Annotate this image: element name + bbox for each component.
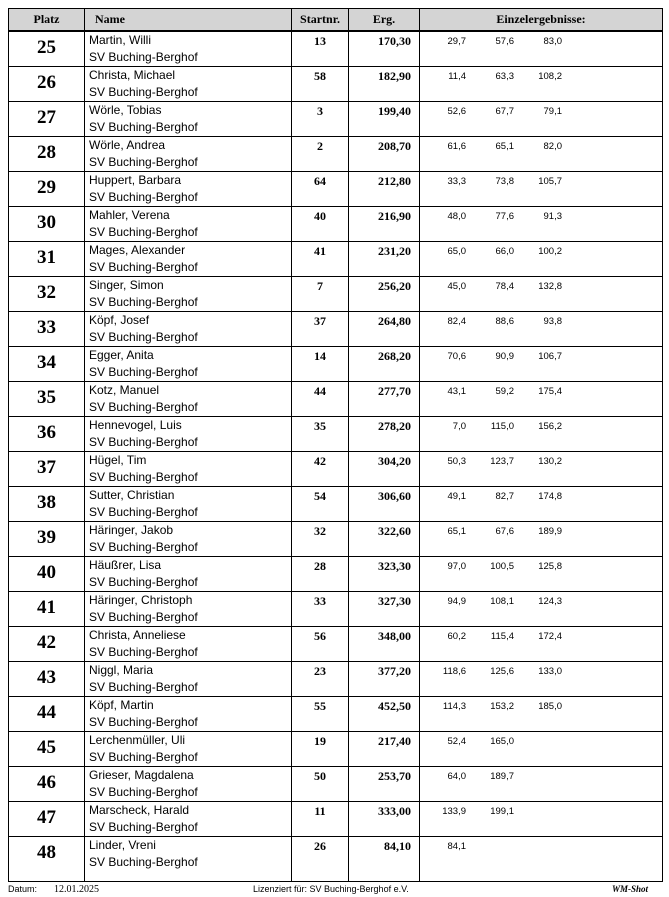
athlete-name: Marscheck, Harald: [89, 803, 190, 817]
single-result: 7,0: [452, 421, 466, 432]
club-name: SV Buching-Berghof: [89, 470, 198, 484]
single-result: 185,0: [538, 701, 562, 712]
place-cell: 36: [9, 417, 85, 452]
place-cell: 31: [9, 242, 85, 277]
single-result: 33,3: [447, 176, 466, 187]
club-name: SV Buching-Berghof: [89, 680, 198, 694]
single-result: 165,0: [490, 736, 514, 747]
table-row: [9, 452, 663, 487]
single-result: 115,4: [490, 631, 514, 642]
club-name: SV Buching-Berghof: [89, 505, 198, 519]
results-body: [9, 31, 663, 882]
result-cell: 377,20: [349, 662, 420, 697]
single-results-cell: [420, 767, 663, 802]
single-result: 199,1: [490, 806, 514, 817]
single-result: 59,2: [495, 386, 514, 397]
single-result: 88,6: [495, 316, 514, 327]
name-cell: [85, 837, 292, 882]
club-name: SV Buching-Berghof: [89, 400, 198, 414]
single-result: 82,4: [447, 316, 466, 327]
single-result: 52,6: [447, 106, 466, 117]
table-row: [9, 172, 663, 207]
result-cell: 304,20: [349, 452, 420, 487]
single-result: 125,6: [490, 666, 514, 677]
start-number-cell: 7: [292, 277, 349, 312]
table-row: [9, 137, 663, 172]
club-name: SV Buching-Berghof: [89, 785, 198, 799]
license-text: Lizenziert für: SV Buching-Berghof e.V.: [253, 884, 409, 894]
single-result: 172,4: [538, 631, 562, 642]
result-cell: 348,00: [349, 627, 420, 662]
start-number-cell: 3: [292, 102, 349, 137]
single-result: 90,9: [495, 351, 514, 362]
single-result: 100,5: [490, 561, 514, 572]
single-result: 29,7: [447, 36, 466, 47]
result-cell: 199,40: [349, 102, 420, 137]
table-row: [9, 382, 663, 417]
place-cell: 35: [9, 382, 85, 417]
single-result: 77,6: [495, 211, 514, 222]
table-row: [9, 802, 663, 837]
single-results-cell: [420, 522, 663, 557]
club-name: SV Buching-Berghof: [89, 190, 198, 204]
place-cell: 37: [9, 452, 85, 487]
place-cell: 44: [9, 697, 85, 732]
table-row: [9, 347, 663, 382]
single-result: 79,1: [543, 106, 562, 117]
club-name: SV Buching-Berghof: [89, 365, 198, 379]
club-name: SV Buching-Berghof: [89, 225, 198, 239]
single-result: 124,3: [538, 596, 562, 607]
single-results-cell: [420, 382, 663, 417]
single-results-cell: [420, 347, 663, 382]
single-result: 64,0: [447, 771, 466, 782]
single-result: 83,0: [543, 36, 562, 47]
table-row: [9, 522, 663, 557]
table-row: [9, 487, 663, 522]
athlete-name: Häußrer, Lisa: [89, 558, 162, 572]
name-cell: [85, 697, 292, 732]
single-result: 189,9: [538, 526, 562, 537]
single-result: 114,3: [442, 701, 466, 712]
single-results-cell: [420, 312, 663, 347]
single-results-cell: [420, 102, 663, 137]
start-number-cell: 28: [292, 557, 349, 592]
start-number-cell: 2: [292, 137, 349, 172]
athlete-name: Christa, Michael: [89, 68, 176, 82]
single-result: 133,0: [538, 666, 562, 677]
single-result: 108,1: [490, 596, 514, 607]
athlete-name: Lerchenmüller, Uli: [89, 733, 186, 747]
page-footer: [8, 884, 662, 896]
name-cell: [85, 31, 292, 67]
start-number-cell: 42: [292, 452, 349, 487]
single-result: 105,7: [538, 176, 562, 187]
start-number-cell: 13: [292, 31, 349, 67]
single-results-cell: [420, 627, 663, 662]
club-name: SV Buching-Berghof: [89, 540, 198, 554]
club-name: SV Buching-Berghof: [89, 50, 198, 64]
single-results-cell: [420, 487, 663, 522]
start-number-cell: 56: [292, 627, 349, 662]
single-result: 60,2: [447, 631, 466, 642]
name-cell: [85, 732, 292, 767]
place-cell: 30: [9, 207, 85, 242]
place-cell: 28: [9, 137, 85, 172]
result-cell: 231,20: [349, 242, 420, 277]
single-result: 82,7: [495, 491, 514, 502]
start-number-cell: 55: [292, 697, 349, 732]
single-result: 50,3: [447, 456, 466, 467]
result-cell: 323,30: [349, 557, 420, 592]
single-result: 153,2: [490, 701, 514, 712]
single-result: 49,1: [447, 491, 466, 502]
result-cell: 208,70: [349, 137, 420, 172]
single-results-cell: [420, 31, 663, 67]
name-cell: [85, 592, 292, 627]
single-result: 130,2: [538, 456, 562, 467]
single-result: 97,0: [447, 561, 466, 572]
name-cell: [85, 417, 292, 452]
result-cell: 216,90: [349, 207, 420, 242]
date-value: 12.01.2025: [54, 884, 99, 895]
athlete-name: Grieser, Magdalena: [89, 768, 194, 782]
result-cell: 212,80: [349, 172, 420, 207]
name-cell: [85, 767, 292, 802]
name-cell: [85, 172, 292, 207]
name-cell: [85, 627, 292, 662]
single-result: 52,4: [447, 736, 466, 747]
athlete-name: Wörle, Tobias: [89, 103, 162, 117]
single-result: 93,8: [543, 316, 562, 327]
place-cell: 39: [9, 522, 85, 557]
start-number-cell: 33: [292, 592, 349, 627]
place-cell: 26: [9, 67, 85, 102]
athlete-name: Häringer, Jakob: [89, 523, 174, 537]
result-cell: 277,70: [349, 382, 420, 417]
name-cell: [85, 312, 292, 347]
result-cell: 170,30: [349, 31, 420, 67]
result-cell: 306,60: [349, 487, 420, 522]
table-row: [9, 67, 663, 102]
header-result: Erg.: [349, 9, 420, 32]
single-result: 63,3: [495, 71, 514, 82]
place-cell: 33: [9, 312, 85, 347]
single-results-cell: [420, 172, 663, 207]
club-name: SV Buching-Berghof: [89, 610, 198, 624]
table-row: [9, 767, 663, 802]
single-result: 189,7: [490, 771, 514, 782]
start-number-cell: 58: [292, 67, 349, 102]
club-name: SV Buching-Berghof: [89, 750, 198, 764]
single-result: 67,7: [495, 106, 514, 117]
single-results-cell: [420, 242, 663, 277]
name-cell: [85, 67, 292, 102]
table-row: [9, 417, 663, 452]
table-row: [9, 31, 663, 67]
result-cell: 278,20: [349, 417, 420, 452]
single-result: 106,7: [538, 351, 562, 362]
single-result: 100,2: [538, 246, 562, 257]
name-cell: [85, 382, 292, 417]
athlete-name: Hügel, Tim: [89, 453, 147, 467]
result-cell: 333,00: [349, 802, 420, 837]
single-results-cell: [420, 67, 663, 102]
place-cell: 45: [9, 732, 85, 767]
single-results-cell: [420, 452, 663, 487]
start-number-cell: 40: [292, 207, 349, 242]
single-results-cell: [420, 592, 663, 627]
single-result: 70,6: [447, 351, 466, 362]
single-result: 175,4: [538, 386, 562, 397]
result-cell: 268,20: [349, 347, 420, 382]
results-table: [8, 8, 663, 882]
single-result: 115,0: [490, 421, 514, 432]
single-results-cell: [420, 417, 663, 452]
result-cell: 452,50: [349, 697, 420, 732]
table-row: [9, 312, 663, 347]
single-result: 57,6: [495, 36, 514, 47]
athlete-name: Häringer, Christoph: [89, 593, 193, 607]
place-cell: 34: [9, 347, 85, 382]
athlete-name: Wörle, Andrea: [89, 138, 166, 152]
place-cell: 42: [9, 627, 85, 662]
name-cell: [85, 347, 292, 382]
single-results-cell: [420, 662, 663, 697]
header-start-number: Startnr.: [292, 9, 349, 32]
single-results-cell: [420, 277, 663, 312]
place-cell: 47: [9, 802, 85, 837]
start-number-cell: 23: [292, 662, 349, 697]
athlete-name: Köpf, Martin: [89, 698, 154, 712]
start-number-cell: 64: [292, 172, 349, 207]
start-number-cell: 35: [292, 417, 349, 452]
single-result: 78,4: [495, 281, 514, 292]
club-name: SV Buching-Berghof: [89, 155, 198, 169]
athlete-name: Mahler, Verena: [89, 208, 170, 222]
start-number-cell: 37: [292, 312, 349, 347]
name-cell: [85, 242, 292, 277]
header-name: Name: [85, 9, 292, 32]
table-row: [9, 627, 663, 662]
single-results-cell: [420, 207, 663, 242]
result-cell: 253,70: [349, 767, 420, 802]
single-result: 43,1: [447, 386, 466, 397]
single-result: 108,2: [538, 71, 562, 82]
name-cell: [85, 452, 292, 487]
single-results-cell: [420, 137, 663, 172]
single-result: 11,4: [448, 71, 466, 82]
brand-logo: WM-Shot: [611, 884, 648, 894]
header-single-results: Einzelergebnisse:: [420, 9, 663, 32]
athlete-name: Köpf, Josef: [89, 313, 150, 327]
club-name: SV Buching-Berghof: [89, 330, 198, 344]
athlete-name: Martin, Willi: [89, 33, 151, 47]
athlete-name: Mages, Alexander: [89, 243, 186, 257]
start-number-cell: 54: [292, 487, 349, 522]
result-cell: 182,90: [349, 67, 420, 102]
single-result: 73,8: [495, 176, 514, 187]
place-cell: 48: [9, 837, 85, 882]
name-cell: [85, 487, 292, 522]
start-number-cell: 44: [292, 382, 349, 417]
athlete-name: Sutter, Christian: [89, 488, 175, 502]
place-cell: 29: [9, 172, 85, 207]
club-name: SV Buching-Berghof: [89, 715, 198, 729]
single-result: 133,9: [442, 806, 466, 817]
name-cell: [85, 137, 292, 172]
club-name: SV Buching-Berghof: [89, 260, 198, 274]
athlete-name: Linder, Vreni: [89, 838, 156, 852]
name-cell: [85, 802, 292, 837]
single-results-cell: [420, 557, 663, 592]
start-number-cell: 50: [292, 767, 349, 802]
single-result: 65,0: [447, 246, 466, 257]
start-number-cell: 41: [292, 242, 349, 277]
start-number-cell: 14: [292, 347, 349, 382]
table-row: [9, 277, 663, 312]
place-cell: 27: [9, 102, 85, 137]
single-result: 84,1: [447, 841, 466, 852]
date-label: Datum:: [8, 884, 38, 894]
table-row: [9, 837, 663, 882]
result-cell: 327,30: [349, 592, 420, 627]
result-cell: 84,10: [349, 837, 420, 882]
table-row: [9, 557, 663, 592]
single-result: 94,9: [447, 596, 466, 607]
club-name: SV Buching-Berghof: [89, 295, 198, 309]
club-name: SV Buching-Berghof: [89, 120, 198, 134]
name-cell: [85, 277, 292, 312]
result-cell: 264,80: [349, 312, 420, 347]
single-result: 125,8: [538, 561, 562, 572]
start-number-cell: 11: [292, 802, 349, 837]
athlete-name: Egger, Anita: [89, 348, 154, 362]
athlete-name: Kotz, Manuel: [89, 383, 160, 397]
result-cell: 217,40: [349, 732, 420, 767]
athlete-name: Hennevogel, Luis: [89, 418, 182, 432]
name-cell: [85, 557, 292, 592]
single-result: 66,0: [495, 246, 514, 257]
table-row: [9, 662, 663, 697]
result-cell: 322,60: [349, 522, 420, 557]
start-number-cell: 19: [292, 732, 349, 767]
single-result: 174,8: [538, 491, 562, 502]
table-row: [9, 102, 663, 137]
athlete-name: Singer, Simon: [89, 278, 164, 292]
place-cell: 32: [9, 277, 85, 312]
result-cell: 256,20: [349, 277, 420, 312]
single-result: 65,1: [495, 141, 514, 152]
single-results-cell: [420, 837, 663, 882]
single-result: 156,2: [538, 421, 562, 432]
name-cell: [85, 102, 292, 137]
single-result: 67,6: [495, 526, 514, 537]
single-results-cell: [420, 697, 663, 732]
club-name: SV Buching-Berghof: [89, 85, 198, 99]
club-name: SV Buching-Berghof: [89, 820, 198, 834]
single-result: 82,0: [543, 141, 562, 152]
single-result: 48,0: [447, 211, 466, 222]
header-place: Platz: [9, 9, 85, 32]
single-result: 61,6: [447, 141, 466, 152]
single-result: 45,0: [447, 281, 466, 292]
club-name: SV Buching-Berghof: [89, 435, 198, 449]
place-cell: 43: [9, 662, 85, 697]
athlete-name: Christa, Anneliese: [89, 628, 186, 642]
name-cell: [85, 522, 292, 557]
single-result: 118,6: [442, 666, 466, 677]
place-cell: 25: [9, 31, 85, 67]
single-result: 132,8: [538, 281, 562, 292]
single-result: 65,1: [447, 526, 466, 537]
single-result: 123,7: [490, 456, 514, 467]
table-row: [9, 592, 663, 627]
club-name: SV Buching-Berghof: [89, 645, 198, 659]
club-name: SV Buching-Berghof: [89, 575, 198, 589]
athlete-name: Niggl, Maria: [89, 663, 154, 677]
place-cell: 40: [9, 557, 85, 592]
table-row: [9, 697, 663, 732]
table-row: [9, 242, 663, 277]
athlete-name: Huppert, Barbara: [89, 173, 182, 187]
start-number-cell: 26: [292, 837, 349, 882]
table-row: [9, 207, 663, 242]
single-results-cell: [420, 802, 663, 837]
table-row: [9, 732, 663, 767]
single-result: 91,3: [543, 211, 562, 222]
place-cell: 41: [9, 592, 85, 627]
start-number-cell: 32: [292, 522, 349, 557]
name-cell: [85, 207, 292, 242]
single-results-cell: [420, 732, 663, 767]
name-cell: [85, 662, 292, 697]
place-cell: 46: [9, 767, 85, 802]
place-cell: 38: [9, 487, 85, 522]
header-row: [9, 9, 663, 32]
club-name: SV Buching-Berghof: [89, 855, 198, 869]
